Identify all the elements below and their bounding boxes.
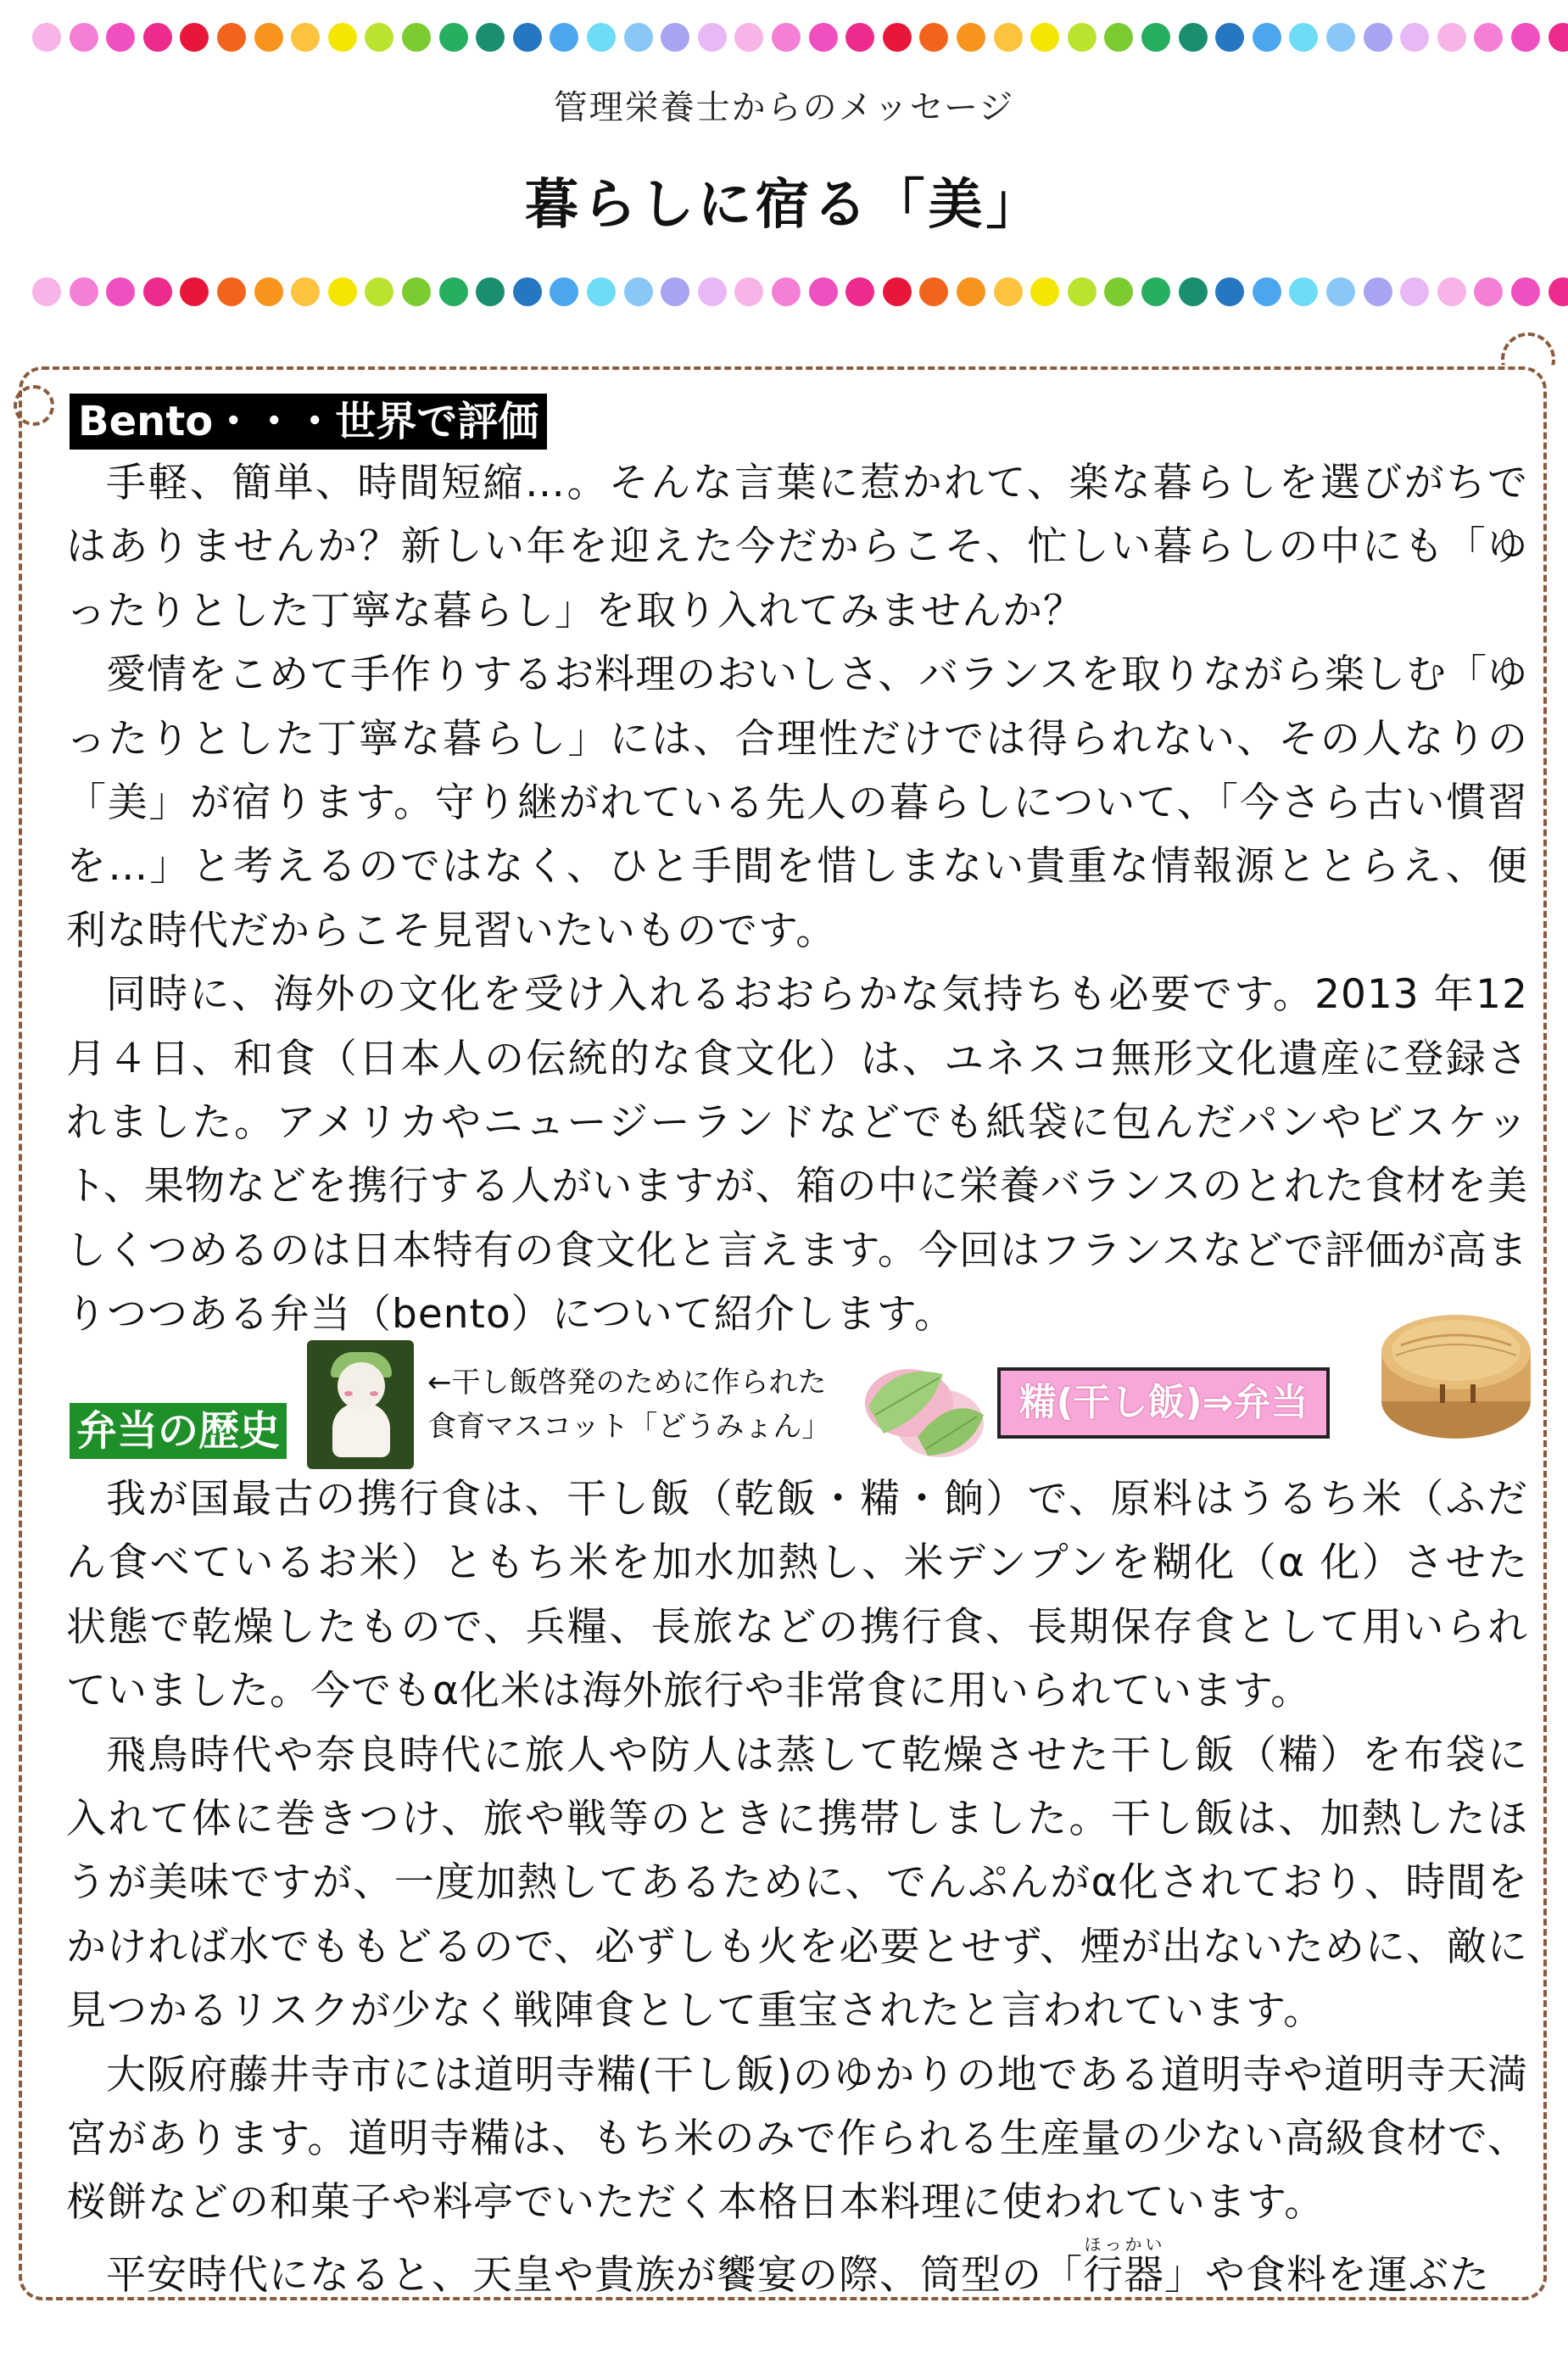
decorative-dot	[1215, 23, 1244, 52]
decorative-dot	[994, 23, 1023, 52]
decorative-dot	[439, 277, 468, 306]
decorative-dot	[957, 277, 985, 306]
decorative-dot	[70, 277, 98, 306]
paragraph: 飛鳥時代や奈良時代に旅人や防人は蒸して乾燥させた干し飯（糒）を布袋に入れて体に巻きつけ、旅や戦等のときに携帯しました。干し飯は、加熱したほうが美味ですが、一度加熱してあるために、でんぷんがα化されており、時間をかければ水でももどるので、必ずしも火を必要とせず、煙が出ないために、敵に見つかるリスクが少なく戦陣食として重宝されたと言われています。	[66, 1731, 1528, 2035]
decorative-dot	[1253, 23, 1281, 52]
paragraph: 愛情をこめて手作りするお料理のおいしさ、バランスを取りながら楽しむ「ゆったりとした丁寧な暮らし」には、合理性だけでは得られない、その人なりの「美」が宿ります。守り継がれている先人の暮らしについて、「今さら古い慣習を…」と考えるのではなく、ひと手間を惜しまない貴重な情報源ととらえ、便利な時代だからこそ見習いたいものです。	[66, 651, 1528, 954]
decorative-dot	[809, 277, 838, 306]
decorative-dot	[217, 23, 246, 52]
decorative-dot	[476, 23, 505, 52]
section-heading-bento-history: 弁当の歴史	[70, 1403, 287, 1459]
decorative-dot	[1437, 23, 1466, 52]
decorative-dot	[402, 23, 431, 52]
decorative-dot	[919, 23, 948, 52]
decorative-dot-row-top	[0, 19, 1568, 56]
decorative-dot	[365, 23, 393, 52]
paragraph: 同時に、海外の文化を受け入れるおおらかな気持ちも必要です。2013 年12 月４日、和食（日本人の伝統的な食文化）は、ユネスコ無形文化遺産に登録されました。アメリカやニュージーランドなどでも紙袋に包んだパンやビスケット、果物などを携行する人がいますが、箱の中に栄養バランスのとれた食材を美しくつめるのは日本特有の食文化と言えます。今回はフランスなどで評価が高まりつつある弁当（bento）について紹介します。	[66, 971, 1528, 1338]
decorative-dot	[772, 23, 801, 52]
decorative-dot	[1104, 277, 1133, 306]
decorative-dot	[883, 23, 912, 52]
decorative-dot	[365, 277, 393, 306]
decorative-dot	[513, 277, 542, 306]
decorative-dot	[1548, 277, 1568, 306]
decorative-dot	[809, 23, 838, 52]
decorative-dot	[1253, 277, 1281, 306]
decorative-dot	[513, 23, 542, 52]
page-subtitle: 管理栄養士からのメッセージ	[553, 88, 1015, 127]
decorative-dot	[919, 277, 948, 306]
decorative-dot	[476, 277, 505, 306]
decorative-dot	[1548, 23, 1568, 52]
decorative-dot	[698, 277, 727, 306]
decorative-dot	[291, 23, 320, 52]
decorative-dot	[1511, 23, 1540, 52]
page-title: 暮らしに宿る「美」	[524, 174, 1044, 237]
decorative-dot	[70, 23, 98, 52]
decorative-dot	[1400, 23, 1429, 52]
decorative-dot	[550, 277, 578, 306]
decorative-dot	[291, 277, 320, 306]
decorative-dot	[1179, 277, 1208, 306]
decorative-dot	[180, 23, 209, 52]
decorative-dot	[254, 277, 283, 306]
decorative-dot	[1326, 277, 1355, 306]
section2-body	[66, 1467, 1528, 2307]
decorative-dot	[328, 277, 357, 306]
decorative-dot	[1068, 277, 1096, 306]
paragraph-last-line	[66, 2235, 1528, 2307]
last-line-start: 平安時代になると、天皇や貴族が饗宴の際、筒型の「	[106, 2251, 1083, 2299]
decorative-dot	[661, 277, 689, 306]
decorative-dot	[624, 277, 653, 306]
decorative-dot	[772, 277, 801, 306]
mascot-doumyon-image	[307, 1340, 414, 1469]
mascot-caption-line1: ←干し飯啓発のために作られた	[427, 1366, 827, 1400]
decorative-dot	[1141, 277, 1170, 306]
ruby-base: 行器	[1083, 2251, 1164, 2299]
decorative-dot	[1326, 23, 1355, 52]
last-line-end: 」や食料を運ぶた	[1164, 2251, 1490, 2299]
decorative-dot	[1364, 277, 1392, 306]
decorative-dot	[1030, 23, 1059, 52]
decorative-dot	[957, 23, 985, 52]
decorative-dot	[402, 277, 431, 306]
decorative-dot	[328, 23, 357, 52]
decorative-dot	[1104, 23, 1133, 52]
sakuramochi-image	[858, 1355, 987, 1462]
decorative-dot	[1474, 277, 1503, 306]
decorative-dot	[143, 277, 172, 306]
decorative-dot	[587, 277, 616, 306]
decorative-dot	[106, 277, 135, 306]
decorative-dot	[217, 277, 246, 306]
decorative-dot	[32, 277, 61, 306]
decorative-dot	[661, 23, 689, 52]
decorative-dot	[180, 277, 209, 306]
decorative-dot	[883, 277, 912, 306]
mascot-caption	[427, 1361, 830, 1449]
decorative-dot	[1179, 23, 1208, 52]
decorative-dot	[550, 23, 578, 52]
decorative-dot	[1400, 277, 1429, 306]
decorative-dot	[1215, 277, 1244, 306]
decorative-dot	[1068, 23, 1096, 52]
decorative-dot	[32, 23, 61, 52]
mascot-caption-line2: 食育マスコット「どうみょん」	[427, 1410, 831, 1444]
decorative-dot	[624, 23, 653, 52]
decorative-dot	[1437, 277, 1466, 306]
paragraph: 手軽、簡単、時間短縮…。そんな言葉に惹かれて、楽な暮らしを選びがちではありませんか？新しい年を迎えた今だからこそ、忙しい暮らしの中にも「ゆったりとした丁寧な暮らし」を取り入れてみませんか？	[66, 460, 1528, 634]
decorative-dot	[1511, 277, 1540, 306]
decorative-dot	[1289, 23, 1318, 52]
decorative-dot	[734, 23, 763, 52]
hoshii-to-bento-label: 糒(干し飯)⇒弁当	[997, 1367, 1330, 1439]
decorative-dot	[1474, 23, 1503, 52]
decorative-dot	[587, 23, 616, 52]
section-heading-bento: Bento・・・世界で評価	[70, 394, 547, 450]
wooden-bento-box-image	[1375, 1299, 1537, 1444]
section1-body	[66, 451, 1528, 1347]
decorative-dot	[994, 277, 1023, 306]
decorative-dot	[254, 23, 283, 52]
decorative-dot-row-bottom	[0, 273, 1568, 310]
decorative-dot	[1364, 23, 1392, 52]
paragraph: 大阪府藤井寺市には道明寺糒(干し飯)のゆかりの地である道明寺や道明寺天満宮があります。道明寺糒は、もち米のみで作られる生産量の少ない高級食材で、桜餅などの和菓子や料亭でいただく本格日本料理に使われています。	[66, 2051, 1528, 2227]
scroll-curl-top-right	[1501, 333, 1555, 387]
decorative-dot	[439, 23, 468, 52]
ruby-hokkai	[1083, 2233, 1164, 2299]
decorative-dot	[845, 277, 874, 306]
ruby-text: ほっかい	[1083, 2233, 1164, 2255]
decorative-dot	[143, 23, 172, 52]
decorative-dot	[106, 23, 135, 52]
decorative-dot	[734, 277, 763, 306]
decorative-dot	[1289, 277, 1318, 306]
decorative-dot	[698, 23, 727, 52]
decorative-dot	[1030, 277, 1059, 306]
decorative-dot	[845, 23, 874, 52]
decorative-dot	[1141, 23, 1170, 52]
paragraph: 我が国最古の携行食は、干し飯（乾飯・糒・餉）で、原料はうるち米（ふだん食べているお米）ともち米を加水加熱し、米デンプンを糊化（α 化）させた状態で乾燥したもので、兵糧、長旅などの携行食、長期保存食として用いられていました。今でもα化米は海外旅行や非常食に用いられています。	[66, 1476, 1528, 1715]
scroll-curl-top-left	[14, 385, 54, 426]
